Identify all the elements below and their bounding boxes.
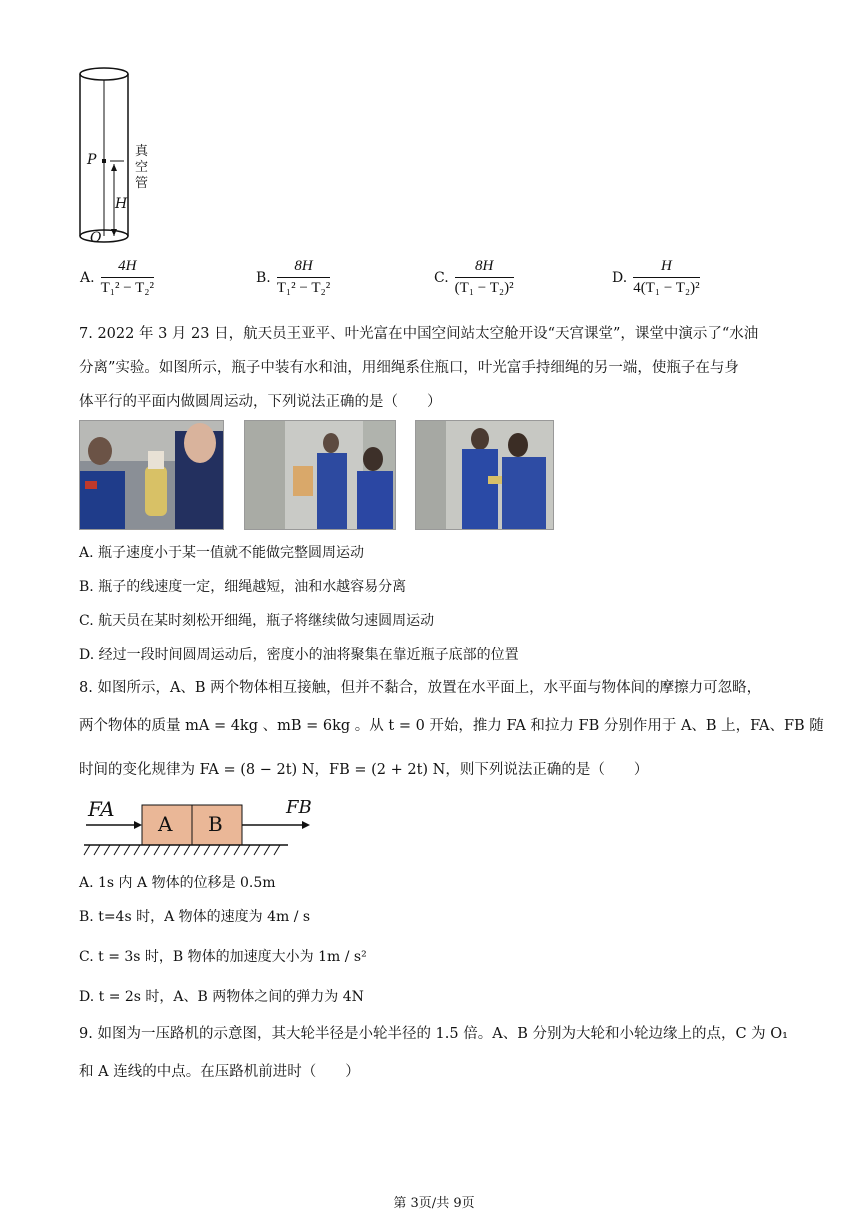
q8-option-c: C. t = 3s 时，B 物体的加速度大小为 1m / s² — [79, 949, 367, 965]
q6-option-c-fraction — [455, 258, 514, 297]
label-o: O — [90, 230, 102, 246]
q6-option-b-fraction — [277, 258, 330, 297]
q6-option-b — [256, 258, 330, 297]
q6-option-b-num: 8H — [277, 258, 330, 278]
q6-option-a-den: T₁² − T₂² — [100, 280, 155, 296]
q6-option-d — [612, 258, 700, 297]
vacuum-tube-figure — [72, 64, 162, 249]
q8-blocks-figure — [82, 795, 322, 865]
q6-option-c-den: (T₁ − T₂)² — [454, 280, 514, 296]
q8-option-a: A. 1s 内 A 物体的位移是 0.5m — [79, 875, 276, 891]
q8-block-a-label: A — [158, 812, 173, 836]
q6-option-d-letter: D. — [612, 269, 628, 286]
q7-option-c: C. 航天员在某时刻松开细绳，瓶子将继续做匀速圆周运动 — [79, 613, 435, 629]
q6-option-a-letter: A. — [80, 269, 95, 286]
q8-block-b-label: B — [208, 812, 223, 836]
q6-option-d-fraction — [633, 258, 699, 297]
q9-line-1: 9. 如图为一压路机的示意图，其大轮半径是小轮半径的 1.5 倍。A、B 分别为大轮和小轮边缘上的点，C 为 O₁ — [79, 1026, 788, 1042]
q7-option-d: D. 经过一段时间圆周运动后，密度小的油将聚集在靠近瓶子底部的位置 — [79, 647, 519, 663]
q6-option-a-fraction — [101, 258, 154, 297]
q8-option-d: D. t = 2s 时，A、B 两物体之间的弹力为 4N — [79, 989, 364, 1005]
q6-option-c-num: 8H — [455, 258, 514, 278]
q6-option-d-den: 4(T₁ − T₂)² — [633, 280, 700, 296]
q7-photo-1 — [79, 420, 224, 530]
q6-option-a — [80, 258, 154, 297]
q8-line-1: 8. 如图所示，A、B 两个物体相互接触，但并不黏合，放置在水平面上，水平面与物体间的摩擦力可忽略， — [79, 680, 762, 696]
q8-line-2: 两个物体的质量 mA = 4kg 、mB = 6kg 。从 t = 0 开始，推力 FA 和拉力 FB 分别作用于 A、B 上，FA、FB 随 — [79, 718, 824, 734]
q7-photo-3 — [415, 420, 554, 530]
q7-photo-2 — [244, 420, 396, 530]
q7-line-1: 7. 2022 年 3 月 23 日，航天员王亚平、叶光富在中国空间站太空舱开设“天宫课堂”，课堂中演示了“水油 — [79, 326, 759, 342]
q8-line-3: 时间的变化规律为 FA = (8 − 2t) N，FB = (2 + 2t) N，则下列说法正确的是（ ） — [79, 762, 649, 778]
label-h: H — [115, 196, 128, 212]
q6-option-c-letter: C. — [434, 269, 449, 286]
label-vacuum-tube: 真空管 — [135, 144, 149, 191]
q8-option-b: B. t=4s 时，A 物体的速度为 4m / s — [79, 909, 311, 925]
q9-line-2: 和 A 连线的中点。在压路机前进时（ ） — [79, 1064, 360, 1080]
q7-line-3: 体平行的平面内做圆周运动，下列说法正确的是（ ） — [79, 394, 442, 410]
page-footer: 第 3页/共 9页 — [393, 1196, 475, 1211]
q6-option-b-letter: B. — [256, 269, 271, 286]
q7-option-b: B. 瓶子的线速度一定，细绳越短，油和水越容易分离 — [79, 579, 407, 595]
q6-option-c — [434, 258, 514, 297]
q7-line-2: 分离”实验。如图所示，瓶子中装有水和油，用细绳系住瓶口，叶光富手持细绳的另一端，使瓶子在与身 — [79, 360, 739, 376]
q8-fa-label: FA — [88, 797, 115, 821]
q6-option-b-den: T₁² − T₂² — [276, 280, 331, 296]
q8-fb-label: FB — [286, 797, 312, 818]
q6-option-d-num: H — [633, 258, 699, 278]
label-p: P — [87, 152, 97, 168]
q6-option-a-num: 4H — [101, 258, 154, 278]
q7-option-a: A. 瓶子速度小于某一值就不能做完整圆周运动 — [79, 545, 365, 561]
